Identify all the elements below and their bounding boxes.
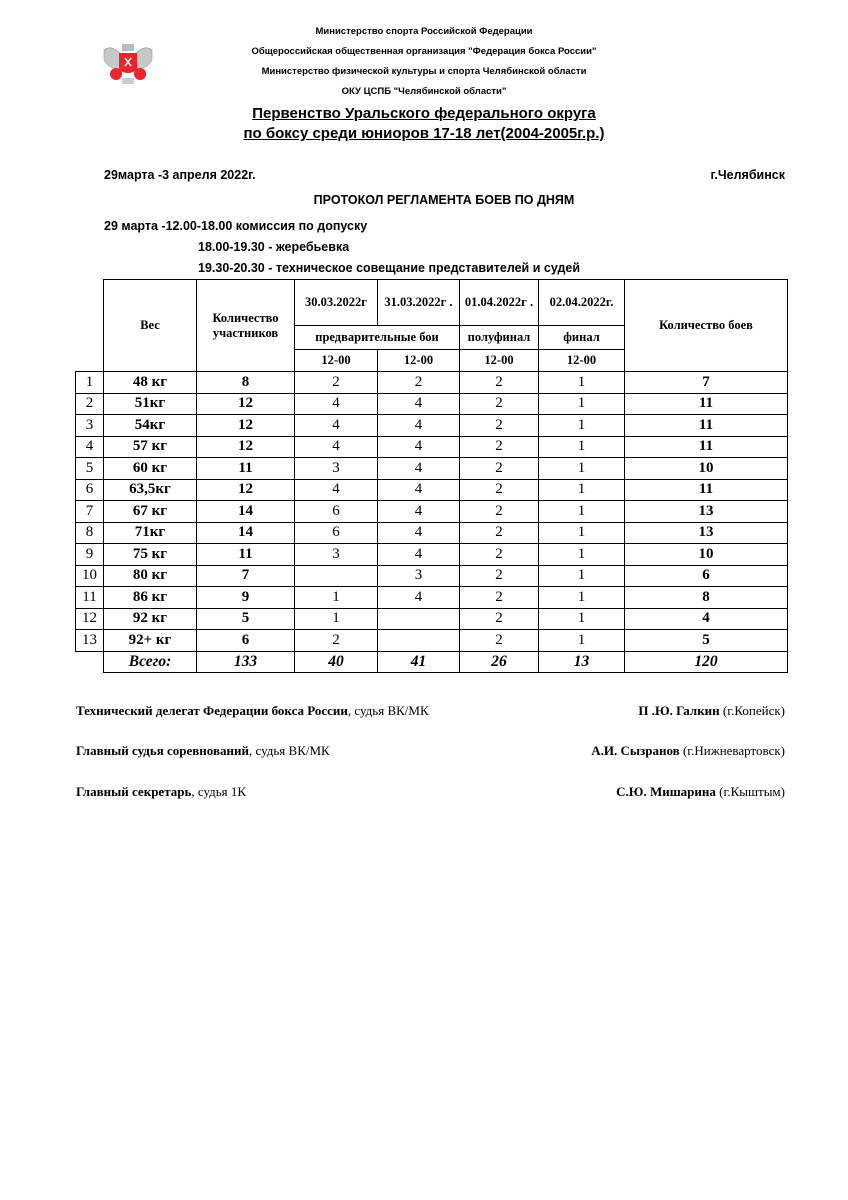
- participants-cell: 11: [197, 544, 295, 566]
- total-bouts-cell: 8: [625, 587, 788, 609]
- row-number: 9: [76, 544, 104, 566]
- participants-cell: 12: [197, 415, 295, 437]
- table-row: [76, 415, 788, 437]
- total-bouts-cell: 5: [625, 630, 788, 652]
- totals-day-2: 41: [378, 651, 460, 673]
- row-number: 1: [76, 372, 104, 394]
- title-line-1: Первенство Уральского федерального округа: [252, 105, 596, 122]
- day-2-cell: 4: [378, 436, 460, 458]
- participants-cell: 11: [197, 458, 295, 480]
- row-number: 10: [76, 565, 104, 587]
- day-1-cell: 4: [295, 479, 378, 501]
- day-4-cell: 1: [539, 630, 625, 652]
- participants-cell: 6: [197, 630, 295, 652]
- participants-cell: 8: [197, 372, 295, 394]
- table-row: [76, 372, 788, 394]
- total-bouts-cell: 11: [625, 393, 788, 415]
- weight-cell: 48 кг: [104, 372, 197, 394]
- total-bouts-cell: 13: [625, 501, 788, 523]
- table-row: [76, 565, 788, 587]
- header-stage-final: финал: [539, 326, 625, 350]
- table-row: [76, 522, 788, 544]
- total-bouts-cell: 10: [625, 458, 788, 480]
- row-number: 13: [76, 630, 104, 652]
- day-2-cell: 4: [378, 415, 460, 437]
- row-number: 6: [76, 479, 104, 501]
- day-3-cell: 2: [460, 608, 539, 630]
- weight-cell: 54кг: [104, 415, 197, 437]
- table-row: [76, 458, 788, 480]
- day-3-cell: 2: [460, 415, 539, 437]
- participants-cell: 7: [197, 565, 295, 587]
- day-1-cell: 6: [295, 501, 378, 523]
- participants-cell: 12: [197, 479, 295, 501]
- totals-participants: 133: [197, 651, 295, 673]
- signature-role-3: Главный секретарь, судья 1К: [76, 784, 247, 799]
- day-3-cell: 2: [460, 501, 539, 523]
- row-number: 2: [76, 393, 104, 415]
- participants-cell: 9: [197, 587, 295, 609]
- participants-cell: 5: [197, 608, 295, 630]
- table-row: [76, 587, 788, 609]
- day-2-cell: 4: [378, 501, 460, 523]
- day-3-cell: 2: [460, 436, 539, 458]
- day-1-cell: 6: [295, 522, 378, 544]
- participants-cell: 14: [197, 522, 295, 544]
- header-participants: Количество участников: [197, 280, 295, 372]
- header-time-4: 12-00: [539, 350, 625, 372]
- weight-cell: 51кг: [104, 393, 197, 415]
- totals-day-3: 26: [460, 651, 539, 673]
- day-1-cell: 1: [295, 608, 378, 630]
- signature-name-3: С.Ю. Мишарина (г.Кыштым): [616, 784, 785, 799]
- day-4-cell: 1: [539, 436, 625, 458]
- day-3-cell: 2: [460, 522, 539, 544]
- row-number: 7: [76, 501, 104, 523]
- header-time-1: 12-00: [295, 350, 378, 372]
- org-line-1: Министерство спорта Российской Федерации: [315, 26, 533, 37]
- day-1-cell: 4: [295, 436, 378, 458]
- day-1-cell: 4: [295, 415, 378, 437]
- weight-cell: 71кг: [104, 522, 197, 544]
- schedule-line-1: 29 марта -12.00-18.00 комиссия по допуску: [104, 219, 368, 233]
- signature-role-2: Главный судья соревнований, судья ВК/МК: [76, 743, 330, 758]
- total-bouts-cell: 11: [625, 479, 788, 501]
- table-row: [76, 630, 788, 652]
- totals-row: [76, 651, 788, 673]
- participants-cell: 12: [197, 393, 295, 415]
- day-4-cell: 1: [539, 501, 625, 523]
- day-2-cell: 4: [378, 587, 460, 609]
- header-time-2: 12-00: [378, 350, 460, 372]
- header-date-3: 01.04.2022г .: [460, 280, 539, 326]
- row-number: 8: [76, 522, 104, 544]
- table-row: [76, 393, 788, 415]
- day-3-cell: 2: [460, 565, 539, 587]
- day-1-cell: 2: [295, 372, 378, 394]
- participants-cell: 12: [197, 436, 295, 458]
- day-1-cell: [295, 565, 378, 587]
- row-number: 12: [76, 608, 104, 630]
- day-3-cell: 2: [460, 587, 539, 609]
- weight-cell: 67 кг: [104, 501, 197, 523]
- header-stage-semifinal: полуфинал: [460, 326, 539, 350]
- day-3-cell: 2: [460, 393, 539, 415]
- day-1-cell: 4: [295, 393, 378, 415]
- total-bouts-cell: 10: [625, 544, 788, 566]
- header-total-bouts: Количество боев: [625, 280, 788, 372]
- day-2-cell: 4: [378, 458, 460, 480]
- protocol-title: ПРОТОКОЛ РЕГЛАМЕНТА БОЕВ ПО ДНЯМ: [313, 193, 575, 207]
- weight-cell: 92+ кг: [104, 630, 197, 652]
- day-1-cell: 2: [295, 630, 378, 652]
- day-2-cell: 4: [378, 544, 460, 566]
- totals-day-4: 13: [539, 651, 625, 673]
- day-2-cell: 4: [378, 393, 460, 415]
- table-row: [76, 436, 788, 458]
- totals-day-1: 40: [295, 651, 378, 673]
- weight-cell: 75 кг: [104, 544, 197, 566]
- total-bouts-cell: 7: [625, 372, 788, 394]
- day-4-cell: 1: [539, 458, 625, 480]
- schedule-line-2: 18.00-19.30 - жеребьевка: [198, 240, 350, 254]
- table-row: [76, 608, 788, 630]
- table-row: [76, 479, 788, 501]
- header-date-1: 30.03.2022г: [295, 280, 378, 326]
- day-3-cell: 2: [460, 479, 539, 501]
- table-row: [76, 544, 788, 566]
- signature-role-1: Технический делегат Федерации бокса России, судья ВК/МК: [76, 703, 429, 718]
- title-line-2: по боксу среди юниоров 17-18 лет(2004-2005г.р.): [243, 125, 605, 142]
- day-3-cell: 2: [460, 458, 539, 480]
- header-weight: Вес: [104, 280, 197, 372]
- day-4-cell: 1: [539, 393, 625, 415]
- schedule-line-3: 19.30-20.30 - техническое совещание представителей и судей: [198, 261, 581, 275]
- header-stage-preliminary: предварительные бои: [295, 326, 460, 350]
- day-4-cell: 1: [539, 565, 625, 587]
- header-time-3: 12-00: [460, 350, 539, 372]
- day-2-cell: 2: [378, 372, 460, 394]
- totals-bouts: 120: [625, 651, 788, 673]
- day-3-cell: 2: [460, 544, 539, 566]
- signature-name-2: А.И. Сызранов (г.Нижневартовск): [591, 743, 785, 758]
- totals-label: Всего:: [104, 651, 197, 673]
- day-4-cell: 1: [539, 608, 625, 630]
- day-4-cell: 1: [539, 544, 625, 566]
- weight-cell: 92 кг: [104, 608, 197, 630]
- day-4-cell: 1: [539, 372, 625, 394]
- day-3-cell: 2: [460, 372, 539, 394]
- bout-schedule-table: [75, 279, 788, 673]
- day-1-cell: 3: [295, 544, 378, 566]
- row-number: 5: [76, 458, 104, 480]
- day-4-cell: 1: [539, 587, 625, 609]
- row-number: 3: [76, 415, 104, 437]
- total-bouts-cell: 11: [625, 415, 788, 437]
- table-row: [76, 501, 788, 523]
- row-number: 4: [76, 436, 104, 458]
- weight-cell: 63,5кг: [104, 479, 197, 501]
- weight-cell: 57 кг: [104, 436, 197, 458]
- day-3-cell: 2: [460, 630, 539, 652]
- day-1-cell: 3: [295, 458, 378, 480]
- participants-cell: 14: [197, 501, 295, 523]
- org-line-2: Общероссийская общественная организация "Федерация бокса России": [251, 46, 597, 57]
- day-2-cell: [378, 630, 460, 652]
- day-4-cell: 1: [539, 522, 625, 544]
- total-bouts-cell: 11: [625, 436, 788, 458]
- total-bouts-cell: 6: [625, 565, 788, 587]
- weight-cell: 86 кг: [104, 587, 197, 609]
- day-4-cell: 1: [539, 415, 625, 437]
- row-number: 11: [76, 587, 104, 609]
- day-2-cell: 4: [378, 522, 460, 544]
- event-city: г.Челябинск: [710, 168, 785, 182]
- total-bouts-cell: 13: [625, 522, 788, 544]
- day-2-cell: 4: [378, 479, 460, 501]
- org-line-3: Министерство физической культуры и спорта Челябинской области: [261, 66, 587, 77]
- org-line-4: ОКУ ЦСПБ "Челябинской области": [341, 86, 507, 97]
- day-2-cell: 3: [378, 565, 460, 587]
- day-1-cell: 1: [295, 587, 378, 609]
- day-4-cell: 1: [539, 479, 625, 501]
- event-dates: 29марта -3 апреля 2022г.: [104, 168, 256, 182]
- total-bouts-cell: 4: [625, 608, 788, 630]
- weight-cell: 60 кг: [104, 458, 197, 480]
- header-date-2: 31.03.2022г .: [378, 280, 460, 326]
- signature-name-1: П .Ю. Галкин (г.Копейск): [638, 703, 785, 718]
- day-2-cell: [378, 608, 460, 630]
- weight-cell: 80 кг: [104, 565, 197, 587]
- header-date-4: 02.04.2022г.: [539, 280, 625, 326]
